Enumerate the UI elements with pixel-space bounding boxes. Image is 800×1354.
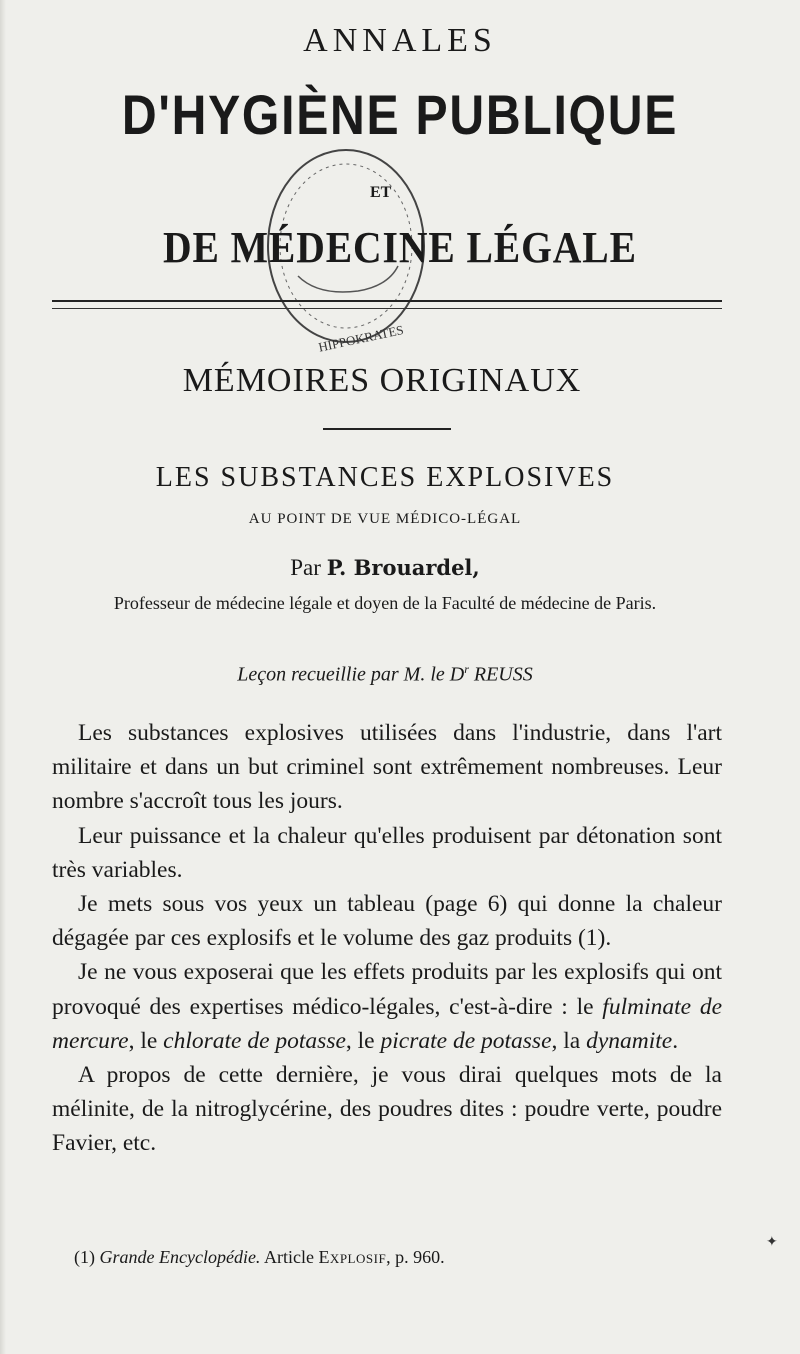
paragraph-4-text: , le [345, 1027, 381, 1054]
term-picrate: picrate de potasse [380, 1027, 552, 1054]
footnote-article-word: Article [263, 1247, 314, 1267]
section-heading: MÉMOIRES ORIGINAUX [182, 362, 582, 399]
lecture-note-name: REUSS [473, 663, 533, 686]
article-subtitle: AU POINT DE VUE MÉDICO-LÉGAL [248, 511, 522, 527]
section-rule [323, 428, 451, 430]
header-double-rule [52, 300, 722, 309]
paragraph-1: Les substances explosives utilisées dans l'industrie, dans l'art militaire et dans un but criminel sont extrêmement nombreuses. Leur nombre s'accroît tous les jours. [52, 720, 722, 815]
term-fulminate: fulminate de mercure [52, 993, 722, 1054]
lecture-note-prefix: Leçon recueillie par M. le D [237, 663, 465, 686]
paragraph-4-text: , la [551, 1027, 587, 1054]
author-affiliation: Professeur de médecine légale et doyen de la Faculté de médecine de Paris. [113, 593, 657, 613]
ink-speck: ✦ [766, 1234, 778, 1250]
paragraph-3: Je mets sous vos yeux un tableau (page 6) qui donne la chaleur dégagée par ces explosifs et le volume des gaz produits (1). [52, 891, 722, 952]
footnote-page: , p. 960. [386, 1247, 445, 1267]
paragraph-5: A propos de cette dernière, je vous dirai quelques mots de la mélinite, de la nitroglycérine, des poudres dites : poudre verte, poudre Favier, etc. [52, 1062, 722, 1157]
lecture-note-sup: r [464, 662, 469, 676]
footnote-number: (1) [74, 1247, 95, 1267]
journal-title-main: D'HYGIÈNE PUBLIQUE [121, 83, 679, 146]
stamp-label: HIPPOKRATES [316, 321, 405, 355]
lecture-note [0, 662, 770, 687]
paragraph-4 [52, 955, 722, 1058]
paragraph-4-text: , le [128, 1027, 164, 1054]
paragraph-4-text: Je ne vous exposerai que les effets produits par les explosifs qui ont provoqué des expertises médico-légales, c'est-à-dire : le [52, 959, 722, 1020]
byline-prefix: Par [290, 555, 321, 580]
footnote [74, 1247, 724, 1268]
term-chlorate: chlorate de potasse [163, 1027, 346, 1054]
article-body [52, 716, 722, 1161]
journal-title-sub: DE MÉDECINE LÉGALE [163, 223, 637, 272]
author-name: P. Brouardel, [326, 555, 480, 580]
byline [0, 555, 770, 581]
article-title: LES SUBSTANCES EXPLOSIVES [155, 462, 615, 493]
journal-title-top: ANNALES [303, 22, 497, 59]
journal-title-et: ET [370, 184, 392, 201]
footnote-entry: Explosif [318, 1247, 387, 1267]
paragraph-2: Leur puissance et la chaleur qu'elles produisent par détonation sont très variables. [52, 822, 722, 883]
term-dynamite: dynamite [586, 1027, 673, 1054]
footnote-source: Grande Encyclopédie. [99, 1247, 261, 1267]
paragraph-4-text: . [672, 1027, 679, 1054]
